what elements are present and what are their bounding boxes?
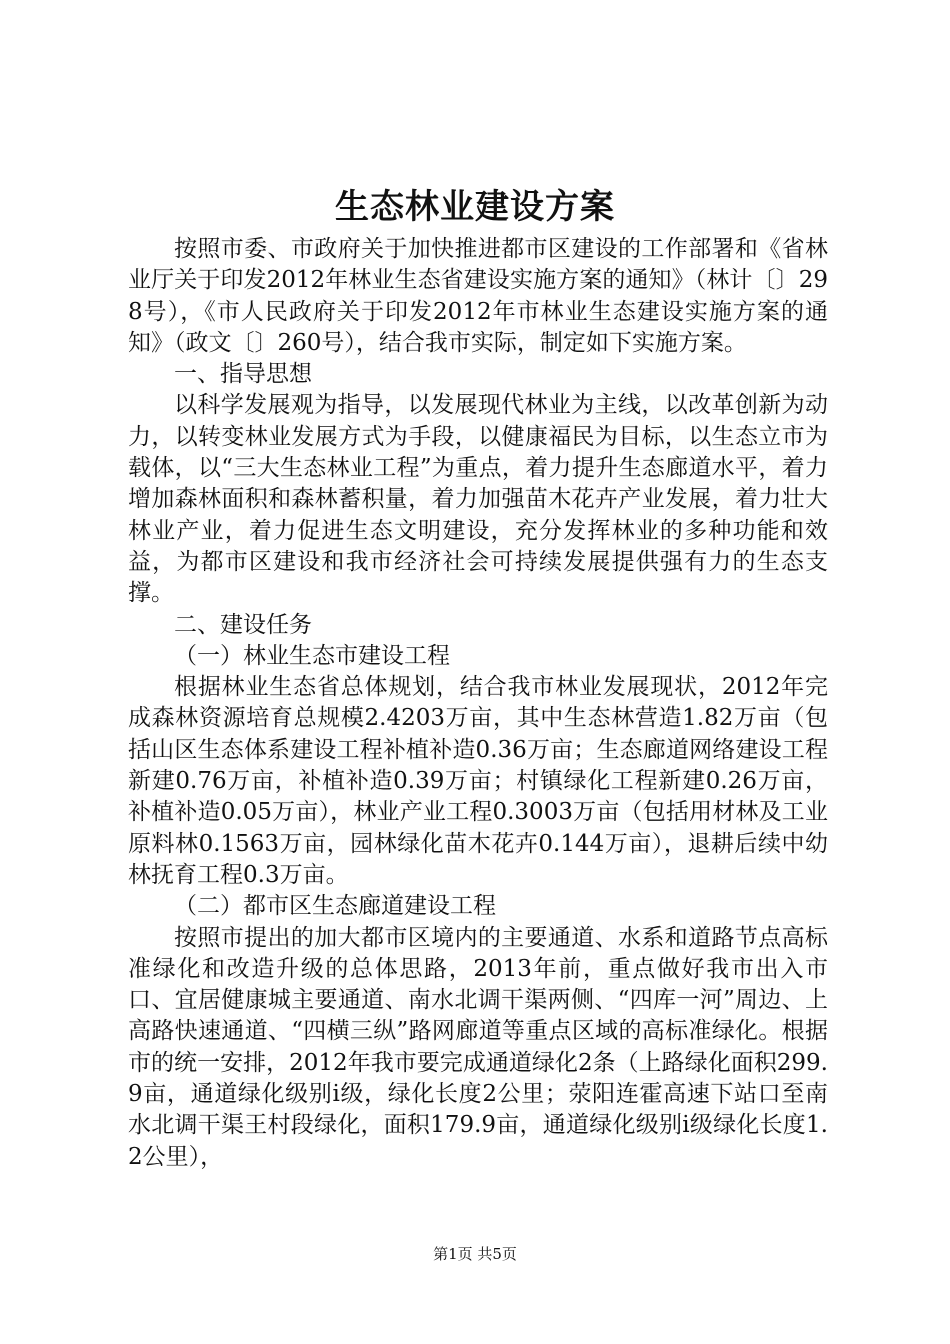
subsection-heading-forestry-ecology-city: （一）林业生态市建设工程 bbox=[174, 642, 450, 669]
forestry-ecology-city-paragraph: 根据林业生态省总体规划，结合我市林业发展现状，2012年完成森林资源培育总规模2.4203万亩，其中生态林营造1.82万亩（包括山区生态体系建设工程补植补造0.36万亩；生态廊道网络建设工程新建0.76万亩，补植补造0.39万亩；村镇绿化工程新建0.26万亩，补植补造0.05万亩），林业产业工程0.3003万亩（包括用材林及工业原料林0.1563万亩，园林绿化苗木花卉0.144万亩），退耕后续中幼林抚育工程0.3万亩。 bbox=[128, 674, 828, 888]
section-heading-guiding-ideology: 一、指导思想 bbox=[174, 361, 312, 388]
document-title: 生态林业建设方案 bbox=[335, 187, 615, 227]
ecological-corridor-paragraph: 按照市提出的加大都市区境内的主要通道、水系和道路节点高标准绿化和改造升级的总体思路，2013年前，重点做好我市出入市口、宜居健康城主要通道、南水北调干渠两侧、“四库一河”周边、上高路快速通道、“四横三纵”路网廊道等重点区域的高标准绿化。根据市的统一安排，2012年我市要完成通道绿化2条（上路绿化面积299.9亩，通道绿化级别ⅰ级，绿化长度2公里；荥阳连霍高速下站口至南水北调干渠王村段绿化，面积179.9亩，通道绿化级别ⅰ级绿化长度1.2公里）， bbox=[128, 924, 828, 1170]
intro-paragraph: 按照市委、市政府关于加快推进都市区建设的工作部署和《省林业厅关于印发2012年林业生态省建设实施方案的通知》（林计〔〕298号），《市人民政府关于印发2012年市林业生态建设实施方案的通知》（政文〔〕260号），结合我市实际，制定如下实施方案。 bbox=[128, 236, 828, 356]
guiding-ideology-paragraph: 以科学发展观为指导，以发展现代林业为主线，以改革创新为动力，以转变林业发展方式为手段，以健康福民为目标，以生态立市为载体，以“三大生态林业工程”为重点，着力提升生态廊道水平，着力增加森林面积和森林蓄积量，着力加强苗木花卉产业发展，着力壮大林业产业，着力促进生态文明建设，充分发挥林业的多种功能和效益，为都市区建设和我市经济社会可持续发展提供强有力的生态支撑。 bbox=[128, 392, 828, 607]
subsection-heading-ecological-corridor: （二）都市区生态廊道建设工程 bbox=[174, 893, 496, 920]
document-body bbox=[128, 234, 828, 1173]
page-number-footer: 第1页 共5页 bbox=[433, 1245, 517, 1263]
section-heading-construction-tasks: 二、建设任务 bbox=[174, 611, 312, 638]
